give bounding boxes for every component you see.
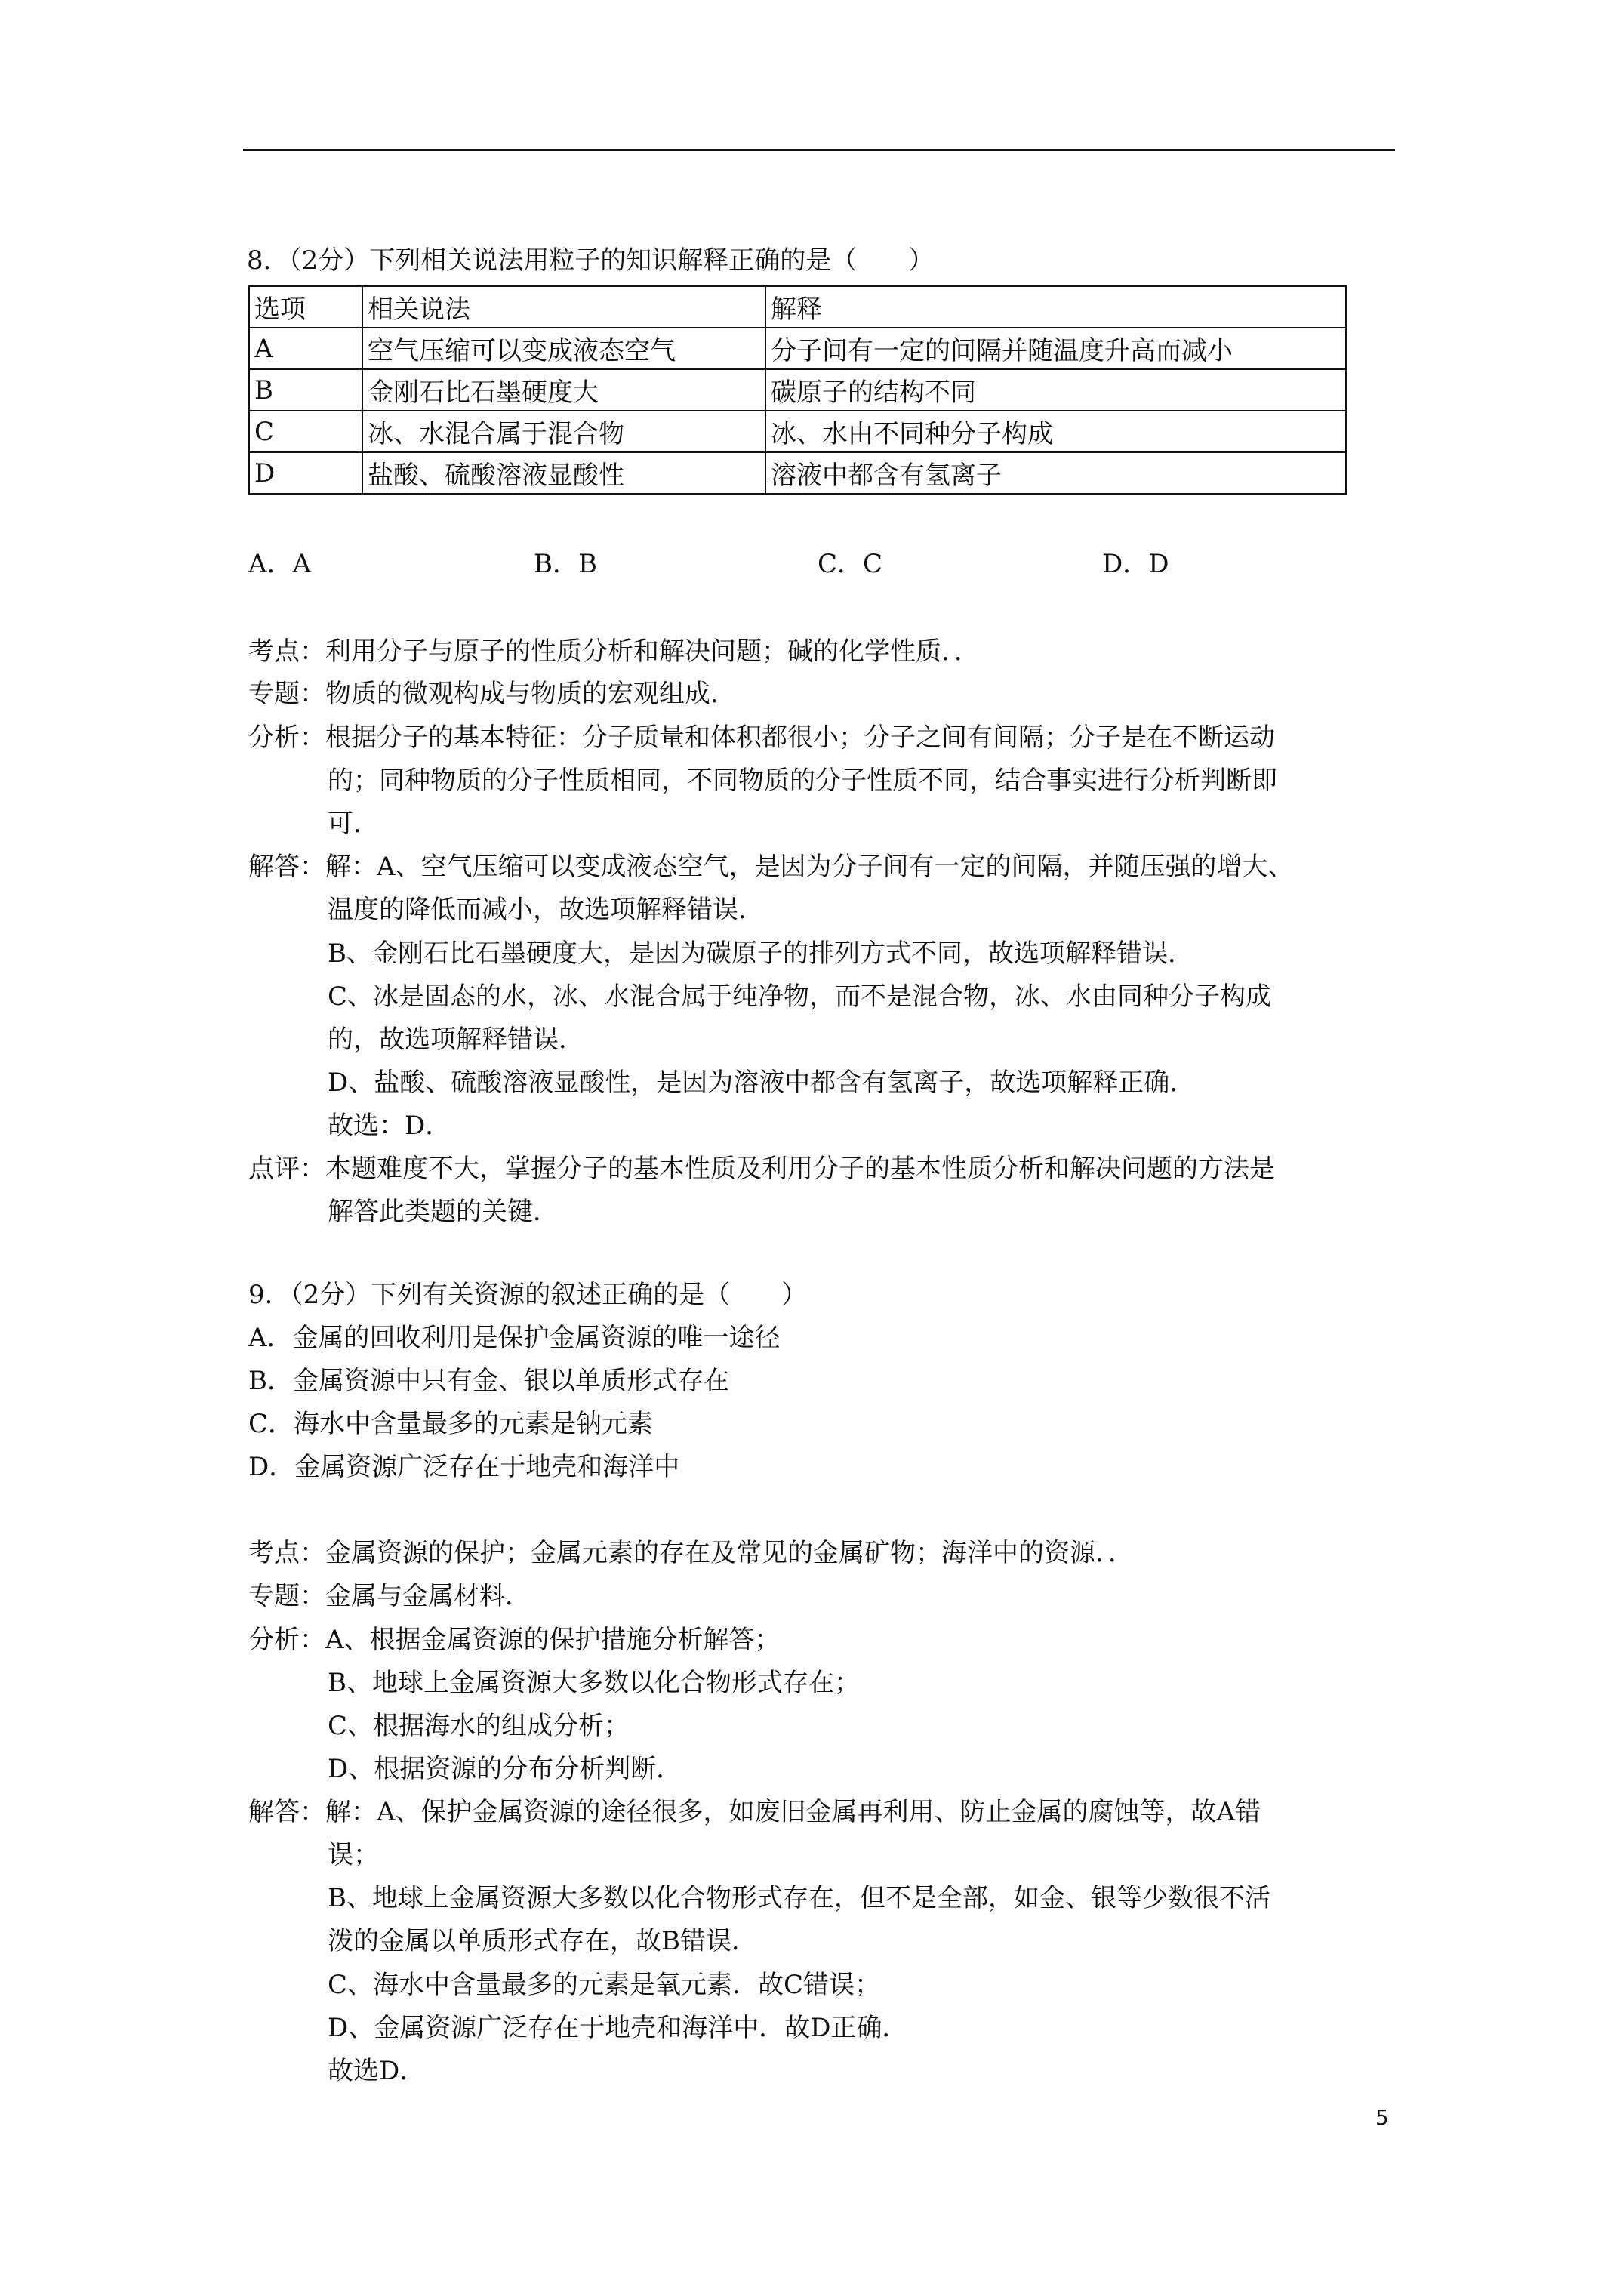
table-header-row	[249, 286, 1346, 328]
table-cell: C	[249, 411, 362, 452]
table-cell: 金刚石比石墨硬度大	[362, 369, 765, 411]
q8-jieda-line: 解答：解：A、空气压缩可以变成液态空气，是因为分子间有一定的间隔，并随压强的增大、	[248, 852, 1294, 882]
q8-dianping-line: 解答此类题的关键．	[328, 1197, 559, 1227]
q8-option-b: B．B	[534, 549, 597, 579]
q8-zhuanti: 专题：物质的微观构成与物质的宏观组成．	[248, 679, 736, 709]
table-cell: 相关说法	[362, 286, 765, 328]
q9-option-b: B．金属资源中只有金、银以单质形式存在	[248, 1366, 729, 1396]
q9-fenxi-line: C、根据海水的组成分析；	[328, 1711, 630, 1741]
q9-jieda-line: 误；	[328, 1840, 379, 1870]
q9-jieda-line: C、海水中含量最多的元素是氧元素．故C错误；	[328, 1970, 881, 2000]
q9-stem: 9．（2分）下列有关资源的叙述正确的是（ ）	[248, 1280, 808, 1310]
q8-jieda-line: 故选：D．	[328, 1111, 451, 1141]
q9-fenxi-line: 分析：A、根据金属资源的保护措施分析解答；	[248, 1625, 781, 1655]
q9-jieda-line: 泼的金属以单质形式存在，故B错误．	[328, 1926, 757, 1956]
q9-option-a: A．金属的回收利用是保护金属资源的唯一途径	[248, 1323, 781, 1353]
q8-kaodian: 考点：利用分子与原子的性质分析和解决问题；碱的化学性质．．	[248, 636, 980, 667]
q8-option-c: C．C	[818, 549, 883, 579]
q8-fenxi-line: 的；同种物质的分子性质相同，不同物质的分子性质不同，结合事实进行分析判断即	[328, 766, 1277, 796]
q9-fenxi-line: B、地球上金属资源大多数以化合物形式存在；	[328, 1668, 860, 1698]
table-row	[249, 452, 1346, 494]
q9-fenxi-line: D、根据资源的分布分析判断．	[328, 1754, 682, 1784]
q8-dianping-line: 点评：本题难度不大，掌握分子的基本性质及利用分子的基本性质分析和解决问题的方法是	[248, 1154, 1275, 1184]
table-cell: 解释	[765, 286, 1346, 328]
table-cell: 冰、水混合属于混合物	[362, 411, 765, 452]
table-row	[249, 369, 1346, 411]
q9-jieda-line: 解答：解：A、保护金属资源的途径很多，如废旧金属再利用、防止金属的腐蚀等，故A错	[248, 1797, 1261, 1827]
q9-jieda-line: D、金属资源广泛存在于地壳和海洋中．故D正确．	[328, 2013, 908, 2043]
table-cell: 溶液中都含有氢离子	[765, 452, 1346, 494]
table-cell: 空气压缩可以变成液态空气	[362, 328, 765, 369]
q9-option-c: C．海水中含量最多的元素是钠元素	[248, 1409, 654, 1439]
q8-option-d: D．D	[1102, 549, 1169, 579]
q8-stem: 8．（2分）下列相关说法用粒子的知识解释正确的是（ ）	[247, 245, 935, 276]
table-cell: 选项	[249, 286, 362, 328]
table-cell: 碳原子的结构不同	[765, 369, 1346, 411]
table-cell: 盐酸、硫酸溶液显酸性	[362, 452, 765, 494]
page-number: 5	[1375, 2105, 1389, 2130]
q9-jieda-line: B、地球上金属资源大多数以化合物形式存在，但不是全部，如金、银等少数很不活	[328, 1883, 1270, 1913]
table-cell: B	[249, 369, 362, 411]
q8-jieda-line: D、盐酸、硫酸溶液显酸性，是因为溶液中都含有氢离子，故选项解释正确．	[328, 1068, 1196, 1098]
q9-kaodian: 考点：金属资源的保护；金属元素的存在及常见的金属矿物；海洋中的资源．．	[248, 1538, 1134, 1568]
q8-jieda-line: 温度的降低而减小，故选项解释错误．	[328, 895, 764, 925]
q8-option-a: A．A	[248, 549, 312, 579]
q8-fenxi-line: 分析：根据分子的基本特征：分子质量和体积都很小；分子之间有间隔；分子是在不断运动	[248, 723, 1275, 753]
q9-zhuanti: 专题：金属与金属材料．	[248, 1581, 531, 1611]
q9-jieda-line: 故选D．	[328, 2056, 426, 2086]
q8-table	[248, 285, 1347, 495]
table-row	[249, 328, 1346, 369]
table-cell: 冰、水由不同种分子构成	[765, 411, 1346, 452]
table-row	[249, 411, 1346, 452]
table-cell: A	[249, 328, 362, 369]
table-cell: 分子间有一定的间隔并随温度升高而减小	[765, 328, 1346, 369]
q9-option-d: D．金属资源广泛存在于地壳和海洋中	[248, 1452, 680, 1482]
q8-jieda-line: C、冰是固态的水，冰、水混合属于纯净物，而不是混合物，冰、水由同种分子构成	[328, 982, 1272, 1012]
q8-jieda-line: B、金刚石比石墨硬度大，是因为碳原子的排列方式不同，故选项解释错误．	[328, 938, 1193, 969]
q8-jieda-line: 的，故选项解释错误．	[328, 1025, 584, 1055]
q8-fenxi-line: 可．	[328, 809, 379, 839]
header-rule	[243, 149, 1395, 151]
table-cell: D	[249, 452, 362, 494]
